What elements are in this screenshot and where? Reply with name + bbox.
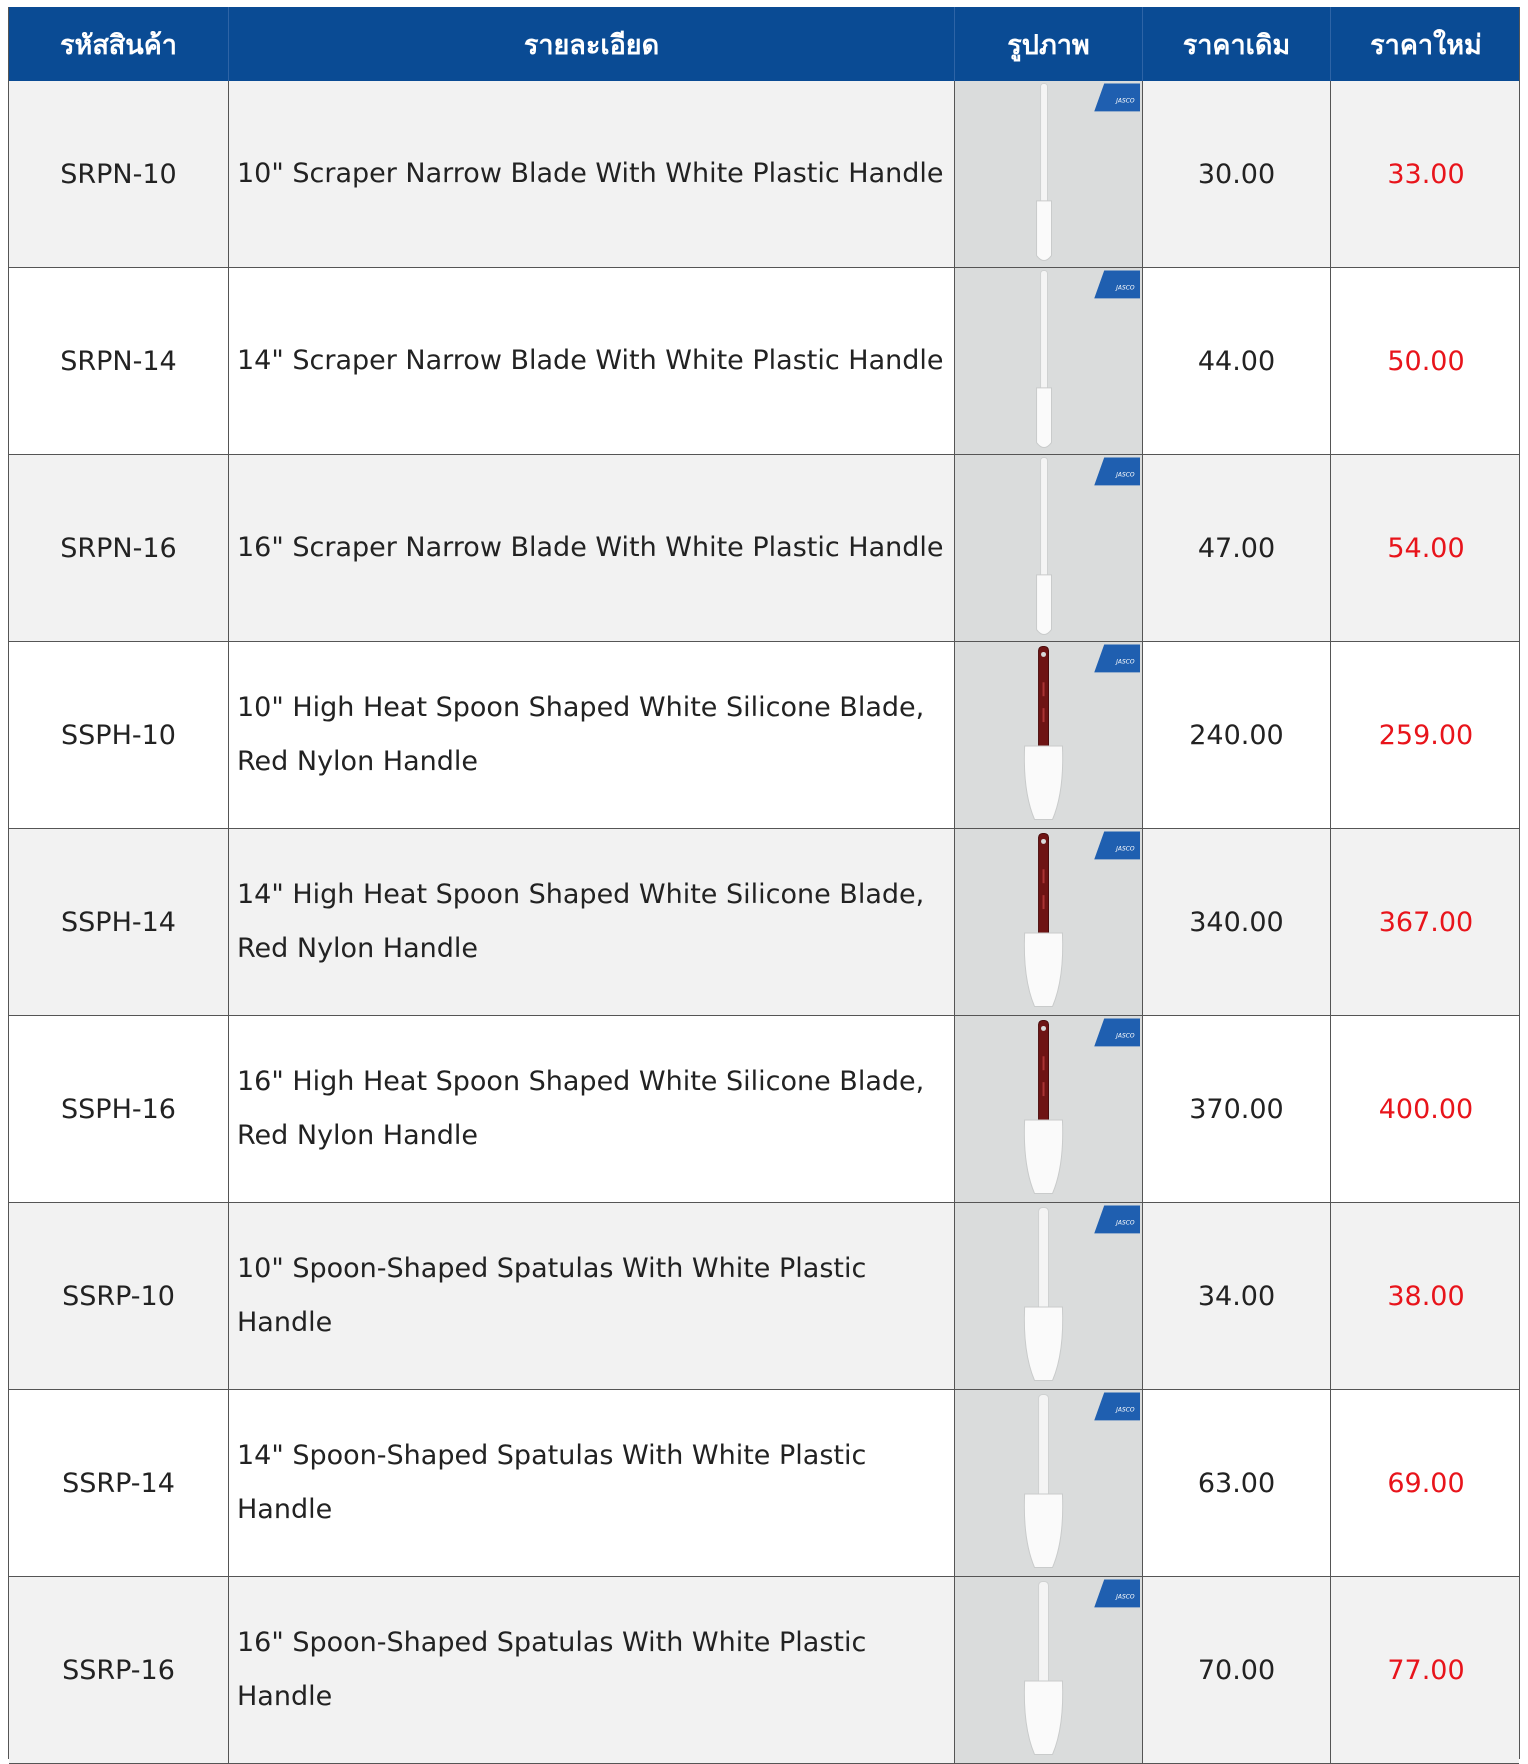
product-description: 10" Scraper Narrow Blade With White Plastic Handle (229, 81, 955, 267)
product-image (955, 1016, 1143, 1202)
new-price: 400.00 (1378, 1093, 1474, 1125)
table-row (9, 268, 1519, 455)
product-description: 10" High Heat Spoon Shaped White Silicone Blade, Red Nylon Handle (229, 642, 955, 828)
new-price: 38.00 (1387, 1280, 1465, 1312)
svg-text:JASCO: JASCO (1116, 97, 1135, 105)
header-description: รายละเอียด (229, 7, 955, 81)
old-price: 47.00 (1143, 455, 1331, 641)
product-code: SSRP-14 (9, 1390, 229, 1576)
new-price: 33.00 (1387, 158, 1465, 190)
product-code: SSRP-16 (9, 1577, 229, 1763)
table-row (9, 829, 1519, 1016)
product-image (955, 268, 1143, 454)
new-price: 50.00 (1387, 345, 1465, 377)
new-price: 54.00 (1387, 532, 1465, 564)
product-image (955, 81, 1143, 267)
table-row (9, 1203, 1519, 1390)
product-code: SSPH-16 (9, 1016, 229, 1202)
old-price: 34.00 (1143, 1203, 1331, 1389)
table-row (9, 642, 1519, 829)
table-header (9, 7, 1519, 81)
product-code: SRPN-10 (9, 81, 229, 267)
product-image (955, 829, 1143, 1015)
price-table (8, 7, 1520, 1759)
product-description: 16" Scraper Narrow Blade With White Plastic Handle (229, 455, 955, 641)
product-description: 14" Spoon-Shaped Spatulas With White Plastic Handle (229, 1390, 955, 1576)
new-price: 77.00 (1387, 1654, 1465, 1686)
old-price: 63.00 (1143, 1390, 1331, 1576)
header-new-price: ราคาใหม่ (1370, 29, 1482, 61)
product-description: 14" High Heat Spoon Shaped White Silicone Blade, Red Nylon Handle (229, 829, 955, 1015)
old-price: 30.00 (1143, 81, 1331, 267)
product-code: SSRP-10 (9, 1203, 229, 1389)
product-image (955, 642, 1143, 828)
product-description: 10" Spoon-Shaped Spatulas With White Plastic Handle (229, 1203, 955, 1389)
product-image (955, 1390, 1143, 1576)
new-price: 367.00 (1378, 906, 1474, 938)
product-code: SRPN-16 (9, 455, 229, 641)
product-description: 16" High Heat Spoon Shaped White Silicone Blade, Red Nylon Handle (229, 1016, 955, 1202)
table-row (9, 1390, 1519, 1577)
product-image (955, 1577, 1143, 1763)
table-row (9, 1016, 1519, 1203)
old-price: 70.00 (1143, 1577, 1331, 1763)
new-price: 259.00 (1378, 719, 1474, 751)
product-image (955, 1203, 1143, 1389)
old-price: 240.00 (1143, 642, 1331, 828)
old-price: 340.00 (1143, 829, 1331, 1015)
svg-text:JASCO: JASCO (1116, 1032, 1135, 1040)
table-row (9, 455, 1519, 642)
header-code: รหัสสินค้า (9, 7, 229, 81)
table-row (9, 81, 1519, 268)
product-code: SRPN-14 (9, 268, 229, 454)
new-price: 69.00 (1387, 1467, 1465, 1499)
old-price: 44.00 (1143, 268, 1331, 454)
product-code: SSPH-10 (9, 642, 229, 828)
svg-text:JASCO: JASCO (1116, 658, 1135, 666)
svg-text:JASCO: JASCO (1116, 1593, 1135, 1601)
svg-text:JASCO: JASCO (1116, 1219, 1135, 1227)
table-row (9, 1577, 1519, 1764)
product-image (955, 455, 1143, 641)
svg-text:JASCO: JASCO (1116, 1406, 1135, 1414)
svg-text:JASCO: JASCO (1116, 471, 1135, 479)
old-price: 370.00 (1143, 1016, 1331, 1202)
header-old-price: ราคาเดิม (1143, 7, 1331, 81)
header-image: รูปภาพ (955, 7, 1143, 81)
product-code: SSPH-14 (9, 829, 229, 1015)
svg-text:JASCO: JASCO (1116, 284, 1135, 292)
product-description: 14" Scraper Narrow Blade With White Plastic Handle (229, 268, 955, 454)
product-description: 16" Spoon-Shaped Spatulas With White Plastic Handle (229, 1577, 955, 1763)
svg-text:JASCO: JASCO (1116, 845, 1135, 853)
